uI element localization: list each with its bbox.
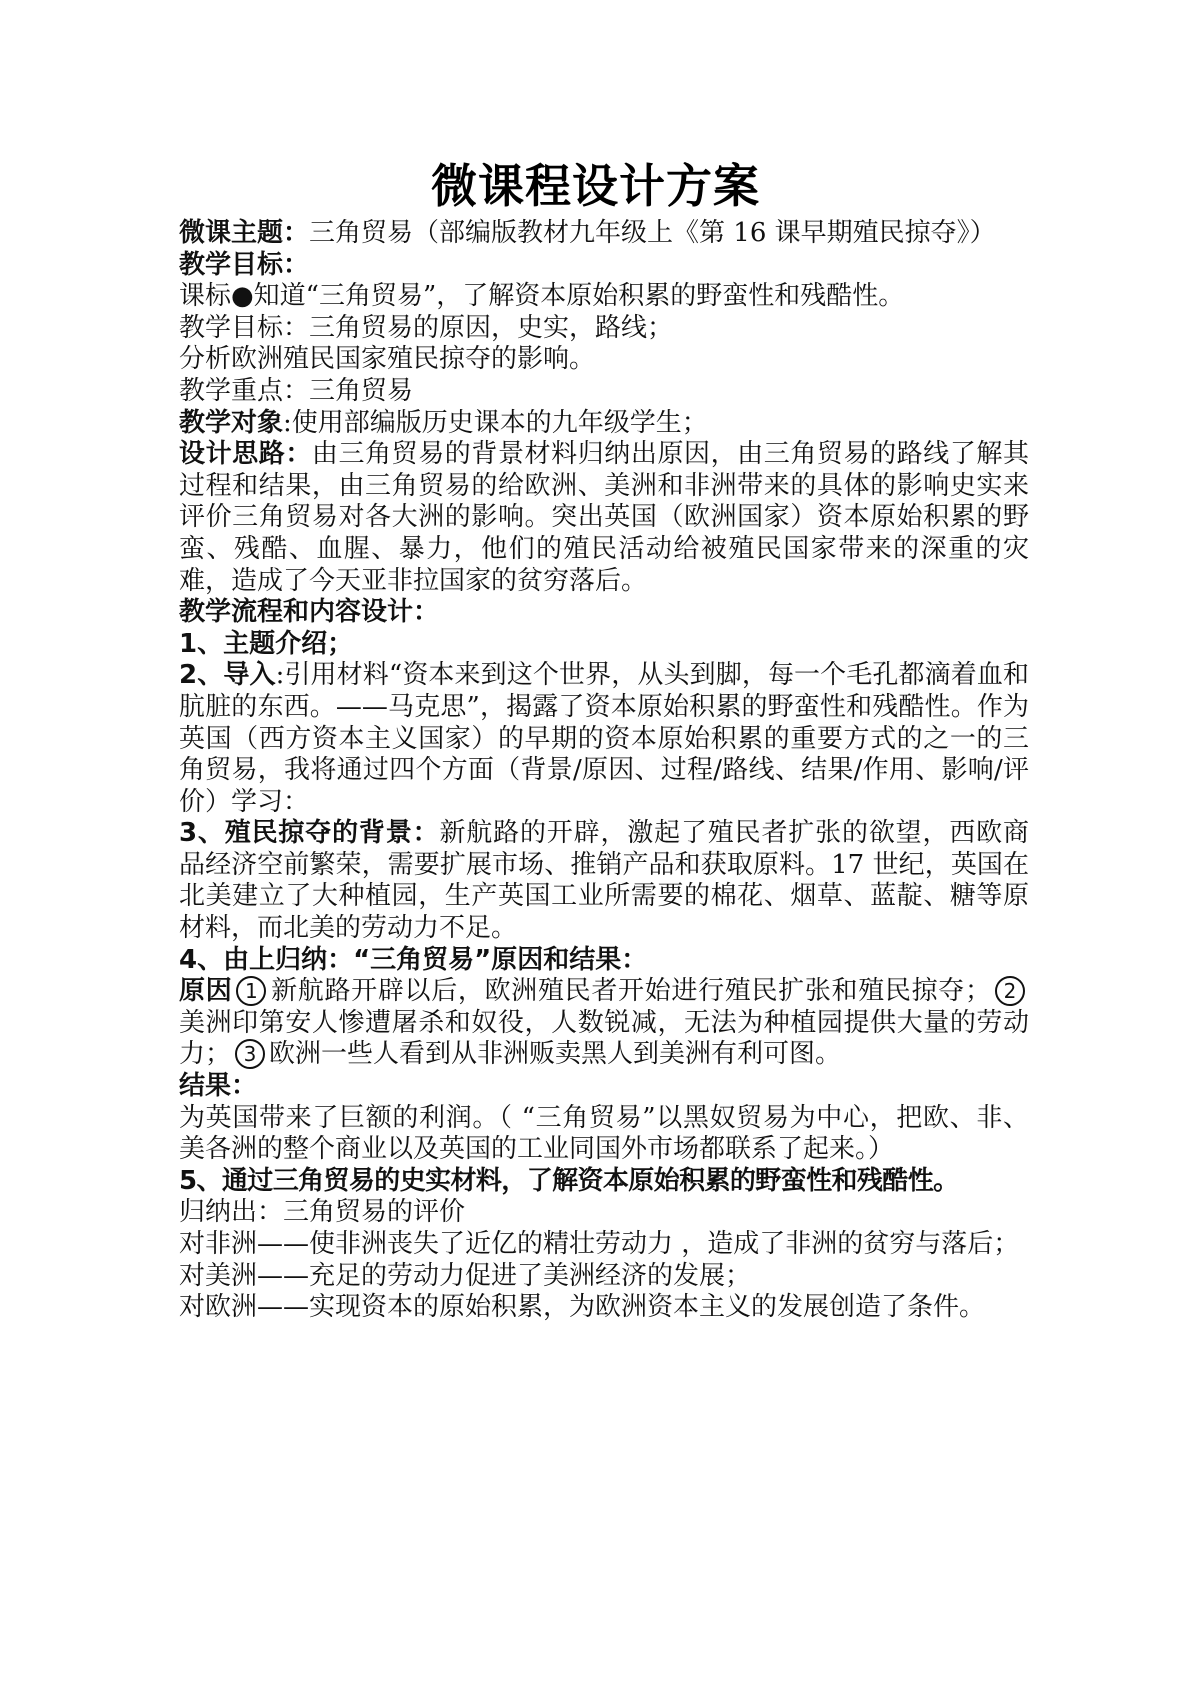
- goal-line: 教学目标：三角贸易的原因，史实，路线；: [179, 312, 674, 343]
- audience-paragraph: [179, 408, 1029, 440]
- step-3-label: 3、殖民掠夺的背景：: [179, 818, 440, 849]
- step-4: 4、由上归纳：“三角贸易”原因和结果：: [179, 944, 648, 975]
- step-3-paragraph: [179, 818, 1029, 944]
- page-title: 微课程设计方案: [431, 159, 760, 213]
- design-paragraph: [179, 439, 1029, 597]
- flow-heading: 教学流程和内容设计：: [179, 597, 440, 628]
- goals-heading: 教学目标：: [179, 249, 310, 280]
- topic-text: 三角贸易（部编版教材九年级上《第 16 课早期殖民掠夺》）: [309, 218, 996, 248]
- step-2-label: 2、导入: [179, 660, 276, 691]
- audience-text: :使用部编版历史课本的九年级学生；: [283, 407, 708, 438]
- goal-line: 课标●知道“三角贸易”，了解资本原始积累的野蛮性和残酷性。: [179, 281, 905, 312]
- step-2-text: :引用材料“资本来到这个世界，从头到脚，每一个毛孔都滴着血和肮脏的东西。——马克思”，揭露了资本原始积累的野蛮性和残酷性。作为英国（西方资本主义国家）的早期的资本原始积累的重要方式的之一的三角贸易，我将通过四个方面（背景/原因、过程/路线、结果/作用、影响/评价）学习：: [179, 660, 1029, 817]
- circled-number-3: 3: [235, 1039, 265, 1069]
- causes-paragraph: [179, 976, 1029, 1071]
- audience-label: 教学对象: [179, 407, 284, 438]
- cause-item: 新航路开辟以后，欧洲殖民者开始进行殖民扩张和殖民掠夺；: [270, 976, 991, 1007]
- cause-item: 美洲印第安人惨遭屠杀和奴役，人数锐减，无法为种植园提供大量的劳动力；: [179, 1007, 1029, 1070]
- evaluation-africa: 对非洲——使非洲丧失了近亿的精壮劳动力 ，造成了非洲的贫穷与落后；: [179, 1229, 1020, 1259]
- topic-paragraph: [179, 218, 1029, 250]
- topic-label: 微课主题：: [179, 218, 310, 248]
- evaluation-americas: 对美洲——充足的劳动力促进了美洲经济的发展；: [179, 1260, 752, 1291]
- circled-number-2: 2: [995, 976, 1025, 1006]
- goal-line: 分析欧洲殖民国家殖民掠夺的影响。: [179, 344, 596, 375]
- step-2-paragraph: [179, 660, 1029, 818]
- result-text: 为英国带来了巨额的利润。（ “三角贸易”以黑奴贸易为中心，把欧、非、美各洲的整个商业以及英国的工业同国外市场都联系了起来。）: [179, 1102, 1029, 1165]
- result-heading: 结果：: [179, 1071, 258, 1102]
- evaluation-europe: 对欧洲——实现资本的原始积累，为欧洲资本主义的发展创造了条件。: [179, 1292, 986, 1323]
- circled-number-1: 1: [236, 976, 266, 1006]
- document-body: [179, 218, 1029, 1324]
- design-text: 由三角贸易的背景材料归纳出原因，由三角贸易的路线了解其过程和结果，由三角贸易的给欧洲、美洲和非洲带来的具体的影响史实来评价三角贸易对各大洲的影响。突出英国（欧洲国家）资本原始积累的野蛮、残酷、血腥、暴力，他们的殖民活动给被殖民国家带来的深重的灾难，造成了今天亚非拉国家的贫穷落后。: [179, 439, 1029, 596]
- evaluation-heading: 归纳出：三角贸易的评价: [179, 1197, 466, 1228]
- goal-line: 教学重点：三角贸易: [179, 375, 414, 406]
- step-1: 1、主题介绍；: [179, 628, 354, 659]
- causes-label: 原因: [179, 976, 233, 1007]
- cause-item: 欧洲一些人看到从非洲贩卖黑人到美洲有利可图。: [269, 1039, 842, 1070]
- step-3-text: 新航路的开辟，激起了殖民者扩张的欲望，西欧商品经济空前繁荣，需要扩展市场、推销产品和获取原料。17 世纪，英国在北美建立了大种植园，生产英国工业所需要的棉花、烟草、蓝靛、糖等原材料，而北美的劳动力不足。: [179, 818, 1029, 944]
- design-label: 设计思路：: [179, 439, 312, 470]
- step-5: 5、通过三角贸易的史实材料，了解资本原始积累的野蛮性和残酷性。: [179, 1165, 959, 1196]
